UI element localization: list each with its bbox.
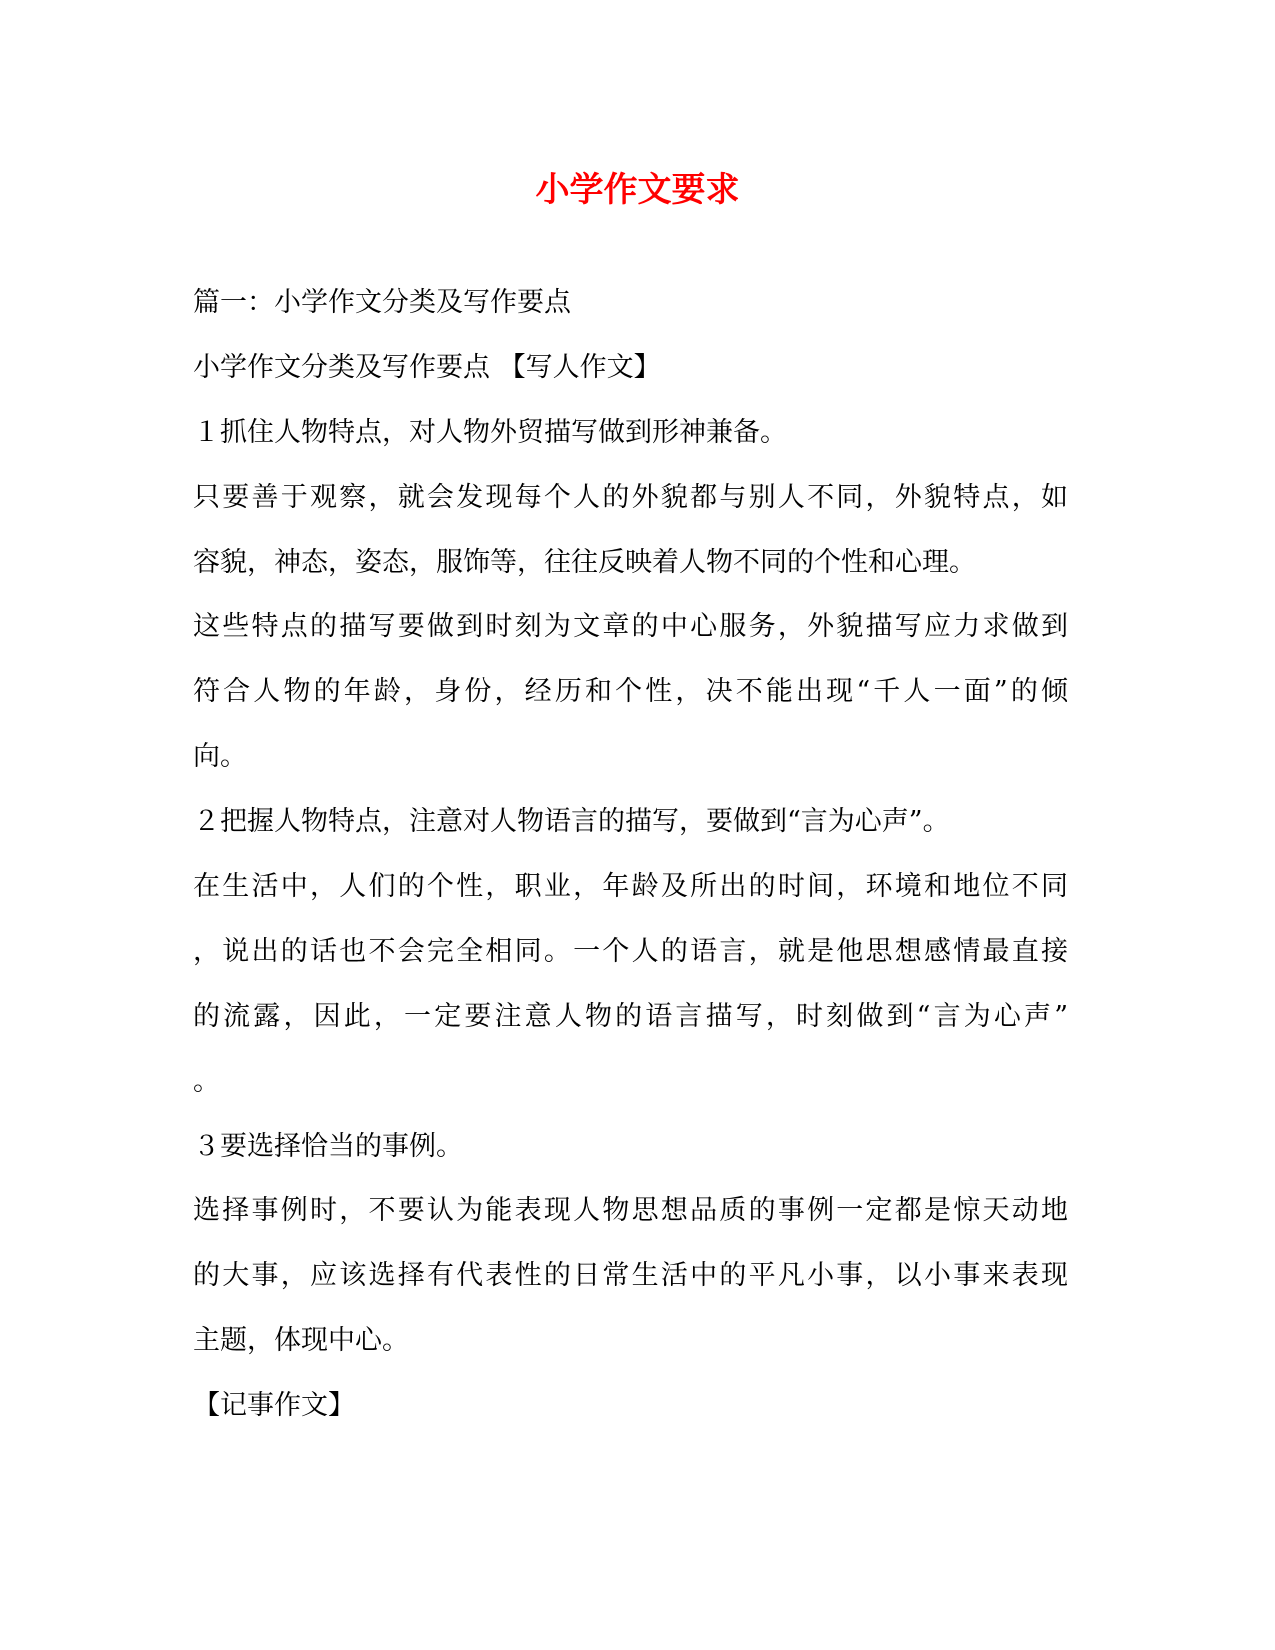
point-heading: ３要选择恰当的事例。	[193, 1130, 463, 1162]
paragraph-line: 这些特点的描写要做到时刻为文章的中心服务，外貌描写应力求做到	[193, 611, 1068, 643]
paragraph-line: 只要善于观察，就会发现每个人的外貌都与别人不同，外貌特点，如	[193, 481, 1068, 513]
section-heading: 篇一：小学作文分类及写作要点	[193, 287, 571, 318]
point-heading: ２把握人物特点，注意对人物语言的描写，要做到“言为心声”。	[193, 806, 950, 838]
paragraph-line: 的流露，因此，一定要注意人物的语言描写，时刻做到“言为心声”	[193, 1000, 1068, 1032]
section-heading: 【记事作文】	[193, 1390, 355, 1422]
paragraph-line: ，说出的话也不会完全相同。一个人的语言，就是他思想感情最直接	[193, 935, 1068, 967]
paragraph-line: 主题，体现中心。	[193, 1325, 409, 1357]
paragraph-line: 。	[193, 1065, 220, 1097]
paragraph-line: 容貌，神态，姿态，服饰等，往往反映着人物不同的个性和心理。	[193, 546, 976, 578]
paragraph-line: 的大事，应该选择有代表性的日常生活中的平凡小事，以小事来表现	[193, 1260, 1068, 1292]
document-body	[193, 288, 1068, 1456]
subheading: 小学作文分类及写作要点 【写人作文】	[193, 351, 661, 383]
document-title: 小学作文要求	[535, 170, 740, 210]
point-heading: １抓住人物特点，对人物外贸描写做到形神兼备。	[193, 416, 787, 448]
paragraph-line: 在生活中，人们的个性，职业，年龄及所出的时间，环境和地位不同	[193, 871, 1068, 903]
paragraph-line: 符合人物的年龄，身份，经历和个性，决不能出现“千人一面”的倾	[193, 676, 1068, 708]
paragraph-line: 选择事例时，不要认为能表现人物思想品质的事例一定都是惊天动地	[193, 1195, 1068, 1227]
paragraph-line: 向。	[193, 741, 247, 773]
